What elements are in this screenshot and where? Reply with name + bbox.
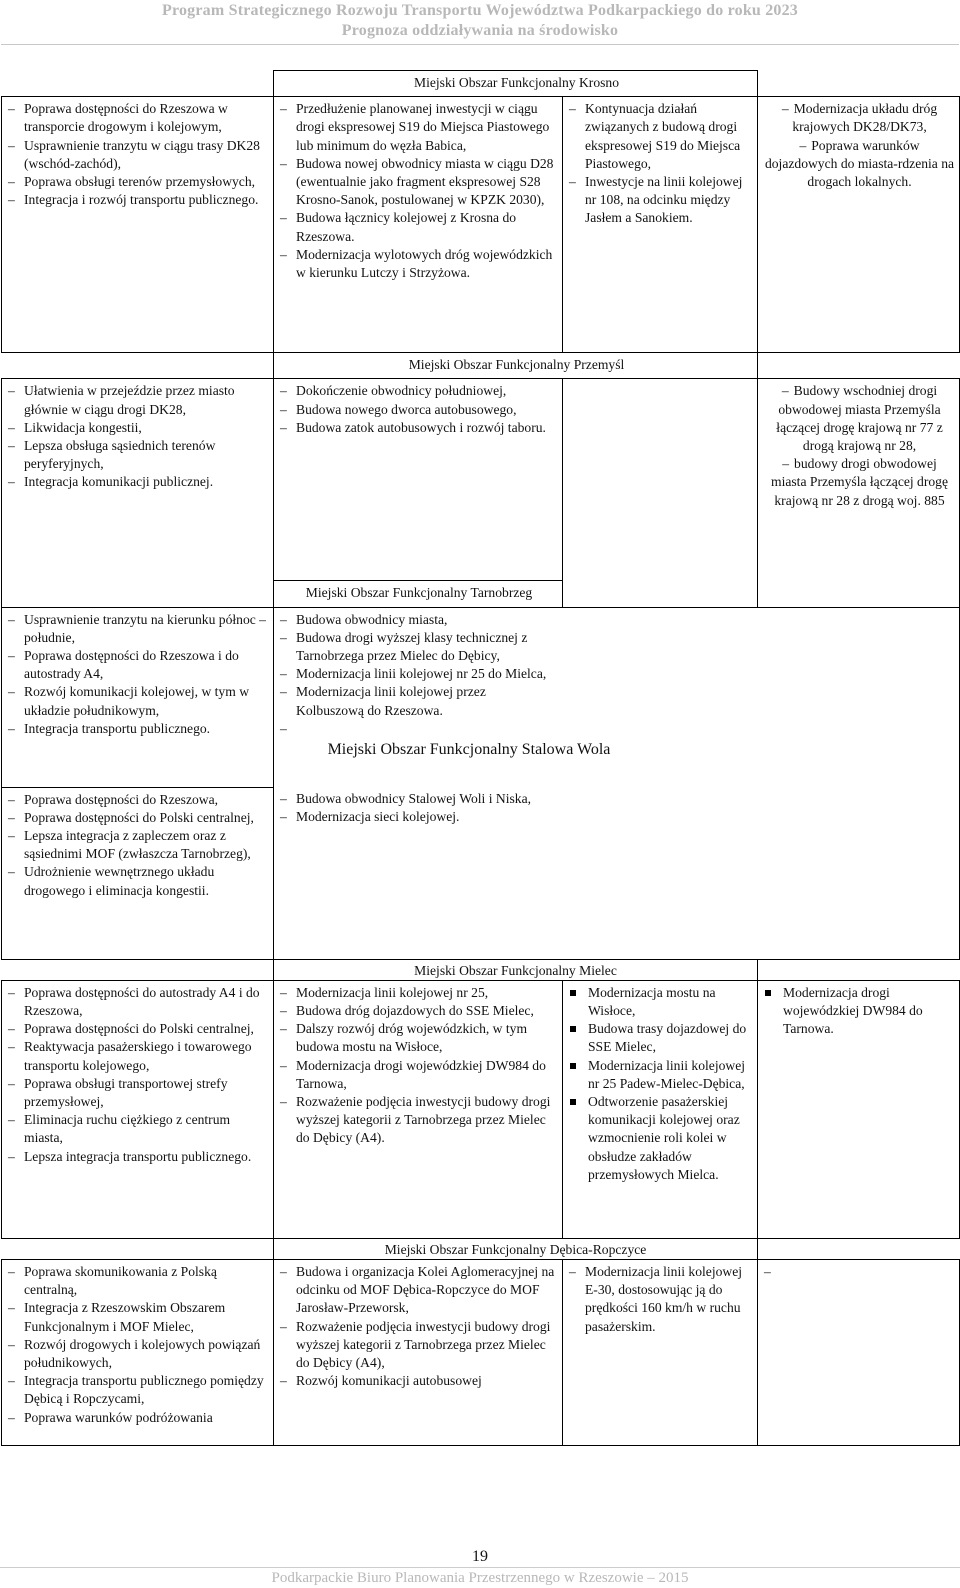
- list-item: – Budowa zatok autobusowych i rozwój taboru.: [279, 419, 559, 437]
- bullet-list: [7, 100, 270, 209]
- cell-goals-stalowa-wola: [2, 787, 274, 959]
- list-item: – Rozważenie podjęcia inwestycji budowy drogi wyższej kategorii z Tarnobrzega przez Mielec do Dębicy (A4),: [279, 1318, 559, 1373]
- list-item: – Rozważenie podjęcia inwestycji budowy drogi wyższej kategorii z Tarnobrzega przez Mielec do Dębicy (A4).: [279, 1093, 559, 1148]
- mof-measures-table: [1, 70, 960, 1446]
- list-item: – Modernizacja linii kolejowej nr 25 do Mielca,: [279, 665, 557, 683]
- bullet-list: [7, 611, 270, 738]
- table-row: [2, 97, 960, 353]
- cell-regional-przemysl: [758, 379, 960, 607]
- cell-goals-przemysl: [2, 379, 274, 607]
- list-item: – Poprawa warunków podróżowania: [7, 1409, 270, 1427]
- bullet-list: [279, 100, 559, 282]
- list-item: – Budowa nowej obwodnicy miasta w ciągu D28 (ewentualnie jako fragment ekspresowej S28 Krosno-Sanok, postulowanej w KPZK 2030),: [279, 155, 559, 210]
- list-item: – Budowa drogi wyższej klasy technicznej z Tarnobrzega przez Mielec do Dębicy,: [279, 629, 557, 665]
- section-title-mielec: Miejski Obszar Funkcjonalny Mielec: [274, 959, 758, 980]
- list-item: – Integracja z Rzeszowskim Obszarem Funkcjonalnym i MOF Mielec,: [7, 1299, 270, 1335]
- list-item: – budowy drogi obwodowej miasta Przemyśla łączącej drogę krajową nr 28 z drogą woj. 885: [763, 455, 956, 510]
- section-title-przemysl: Miejski Obszar Funkcjonalny Przemyśl: [274, 353, 758, 379]
- section-title-row: [2, 353, 960, 379]
- list-item: – Dokończenie obwodnicy południowej,: [279, 382, 559, 400]
- list-item: Modernizacja mostu na Wisłoce,: [568, 984, 754, 1020]
- list-item: – Integracja transportu publicznego pomiędzy Dębicą i Ropczycami,: [7, 1372, 270, 1408]
- cell-investments-krosno: [274, 97, 563, 353]
- cell-regional-mielec: [758, 980, 960, 1238]
- list-item: – Poprawa dostępności do Polski centralnej,: [7, 809, 270, 827]
- list-item: – Budowa nowego dworca autobusowego,: [279, 401, 559, 419]
- cell-regional-krosno: [758, 97, 960, 353]
- list-item: – Modernizacja drogi wojewódzkiej DW984 do Tarnowa,: [279, 1057, 559, 1093]
- list-item: – Lepsza obsługa sąsiednich terenów peryferyjnych,: [7, 437, 270, 473]
- list-item: – Rozwój komunikacji autobusowej: [279, 1372, 559, 1390]
- list-item: – Inwestycje na linii kolejowej nr 108, na odcinku między Jasłem a Sanokiem.: [568, 173, 754, 228]
- list-item: – Poprawa dostępności do autostrady A4 i do Rzeszowa,: [7, 984, 270, 1020]
- list-item: – Ułatwienia w przejeździe przez miasto głównie w ciągu drogi DK28,: [7, 382, 270, 418]
- cell-goals-krosno: [2, 97, 274, 353]
- list-item: – Usprawnienie tranzytu na kierunku północ – południe,: [7, 611, 270, 647]
- cell-goals-debica: [2, 1260, 274, 1446]
- bullet-list: [763, 100, 956, 191]
- section-title-krosno: Miejski Obszar Funkcjonalny Krosno: [274, 71, 758, 97]
- page-number: 19: [472, 1548, 488, 1565]
- list-item: – Reaktywacja pasażerskiego i towarowego transportu kolejowego,: [7, 1038, 270, 1074]
- cell-actions-debica: [563, 1260, 758, 1446]
- list-item: – Poprawa skomunikowania z Polską centralną,: [7, 1263, 270, 1299]
- table-row: [2, 787, 960, 959]
- bullet-list: [763, 382, 956, 509]
- bullet-list: [568, 100, 754, 227]
- cell-actions-przemysl: [563, 379, 758, 607]
- cell-investments-tarnobrzeg: [274, 607, 960, 787]
- cell-actions-krosno: [563, 97, 758, 353]
- empty-dash: –: [280, 720, 287, 736]
- bullet-list: [279, 790, 557, 826]
- list-item: – Modernizacja linii kolejowej E-30, dostosowując ją do prędkości 160 km/h w ruchu pasażerskim.: [568, 1263, 754, 1336]
- cell-goals-mielec: [2, 980, 274, 1238]
- list-item: – Integracja komunikacji publicznej.: [7, 473, 270, 491]
- bullet-list: [279, 1263, 559, 1390]
- list-item: – Budowa obwodnicy Stalowej Woli i Niska,: [279, 790, 557, 808]
- list-item: – Poprawa dostępności do Polski centralnej,: [7, 1020, 270, 1038]
- section-title-row: [2, 959, 960, 980]
- list-item: – Poprawa dostępności do Rzeszowa w transporcie drogowym i kolejowym,: [7, 100, 270, 136]
- cell-actions-mielec: [563, 980, 758, 1238]
- list-item: – Usprawnienie tranzytu w ciągu trasy DK28 (wschód-zachód),: [7, 137, 270, 173]
- list-item: – Lepsza integracja transportu publicznego.: [7, 1148, 270, 1166]
- cell-investments-debica: [274, 1260, 563, 1446]
- cell-investments-przemysl: [274, 379, 563, 581]
- list-item: – Poprawa dostępności do Rzeszowa i do autostrady A4,: [7, 647, 270, 683]
- table-row: [2, 980, 960, 1238]
- list-item: – Likwidacja kongestii,: [7, 419, 270, 437]
- list-item: – Poprawa dostępności do Rzeszowa,: [7, 791, 270, 809]
- list-item: – Lepsza integracja z zapleczem oraz z sąsiednimi MOF (zwłaszcza Tarnobrzeg),: [7, 827, 270, 863]
- cell-goals-tarnobrzeg: [2, 607, 274, 787]
- list-item: – Poprawa warunków dojazdowych do miasta-rdzenia na drogach lokalnych.: [763, 137, 956, 192]
- table-row: [2, 379, 960, 581]
- list-item: Budowa trasy dojazdowej do SSE Mielec,: [568, 1020, 754, 1056]
- empty-dash: –: [764, 1264, 771, 1280]
- header-divider: [1, 44, 959, 45]
- list-item: – Modernizacja linii kolejowej nr 25,: [279, 984, 559, 1002]
- bullet-list: [279, 984, 559, 1148]
- list-item: – Kontynuacja działań związanych z budową drogi ekspresowej S19 do Miejsca Piastowego,: [568, 100, 754, 173]
- document-header-subtitle: Prognoza oddziaływania na środowisko: [341, 22, 619, 39]
- list-item: Modernizacja linii kolejowej nr 25 Padew-Mielec-Dębica,: [568, 1057, 754, 1093]
- list-item: – Integracja i rozwój transportu publicznego.: [7, 191, 270, 209]
- bullet-list: [7, 984, 270, 1166]
- list-item: – Przedłużenie planowanej inwestycji w ciągu drogi ekspresowej S19 do Miejsca Piastowego lub minimum do węzła Babica,: [279, 100, 559, 155]
- cell-investments-stalowa-wola: [274, 787, 960, 959]
- table-row: [2, 1260, 960, 1446]
- list-item: – Modernizacja linii kolejowej przez Kolbuszową do Rzeszowa.: [279, 683, 557, 719]
- table-row: [2, 607, 960, 787]
- bullet-list: [7, 382, 270, 491]
- bullet-list: [279, 382, 559, 437]
- list-item: – Modernizacja sieci kolejowej.: [279, 808, 557, 826]
- list-item: – Budowa dróg dojazdowych do SSE Mielec,: [279, 1002, 559, 1020]
- bullet-list: [763, 984, 956, 1039]
- list-item: – Udrożnienie wewnętrznego układu drogowego i eliminacja kongestii.: [7, 863, 270, 899]
- section-title-stalowa-wola: Miejski Obszar Funkcjonalny Stalowa Wola: [327, 741, 611, 759]
- list-item: – Rozwój drogowych i kolejowych powiązań południkowych,: [7, 1336, 270, 1372]
- document-header-title: Program Strategicznego Rozwoju Transportu Województwa Podkarpackiego do roku 2023: [161, 2, 799, 19]
- footer-text: Podkarpackie Biuro Planowania Przestrzennego w Rzeszowie – 2015: [271, 1570, 689, 1586]
- list-item: – Modernizacja wylotowych dróg wojewódzkich w kierunku Lutczy i Strzyżowa.: [279, 246, 559, 282]
- bullet-list: [7, 1263, 270, 1427]
- list-item: – Eliminacja ruchu ciężkiego z centrum miasta,: [7, 1111, 270, 1147]
- list-item: – Budowa łącznicy kolejowej z Krosna do Rzeszowa.: [279, 209, 559, 245]
- list-item: – Budowa obwodnicy miasta,: [279, 611, 557, 629]
- list-item: – Integracja transportu publicznego.: [7, 720, 270, 738]
- footer-divider: [0, 1567, 960, 1568]
- list-item: Odtworzenie pasażerskiej komunikacji kolejowej oraz wzmocnienie roli kolei w obsłudze zakładów przemysłowych Mielca.: [568, 1093, 754, 1184]
- bullet-list: [568, 984, 754, 1184]
- cell-regional-debica: [758, 1260, 960, 1446]
- cell-investments-mielec: [274, 980, 563, 1238]
- bullet-list: [568, 1263, 754, 1336]
- list-item: – Rozwój komunikacji kolejowej, w tym w układzie południkowym,: [7, 683, 270, 719]
- list-item: Modernizacja drogi wojewódzkiej DW984 do Tarnowa.: [763, 984, 956, 1039]
- section-title-row: [2, 1238, 960, 1259]
- list-item: – Poprawa obsługi transportowej strefy przemysłowej,: [7, 1075, 270, 1111]
- list-item: – Budowy wschodniej drogi obwodowej miasta Przemyśla łączącej drogę krajową nr 77 z drogą krajową nr 28,: [763, 382, 956, 455]
- list-item: – Dalszy rozwój dróg wojewódzkich, w tym budowa mostu na Wisłoce,: [279, 1020, 559, 1056]
- list-item: – Poprawa obsługi terenów przemysłowych,: [7, 173, 270, 191]
- section-title-row: [2, 71, 960, 97]
- list-item: – Budowa i organizacja Kolei Aglomeracyjnej na odcinku od MOF Dębica-Ropczyce do MOF Jarosław-Przeworsk,: [279, 1263, 559, 1318]
- bullet-list: [279, 611, 557, 720]
- list-item: – Modernizacja układu dróg krajowych DK28/DK73,: [763, 100, 956, 136]
- section-title-debica-ropczyce: Miejski Obszar Funkcjonalny Dębica-Ropczyce: [274, 1238, 758, 1259]
- bullet-list: [7, 791, 270, 900]
- section-title-tarnobrzeg: Miejski Obszar Funkcjonalny Tarnobrzeg: [274, 581, 563, 607]
